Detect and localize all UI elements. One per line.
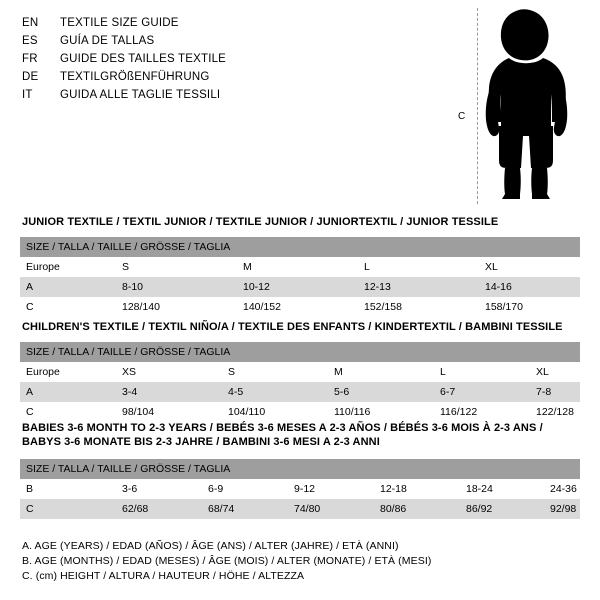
table-header-label: SIZE / TALLA / TAILLE / GRÖSSE / TAGLIA bbox=[20, 459, 580, 479]
cell: 4-5 bbox=[222, 382, 328, 402]
cell: 152/158 bbox=[358, 297, 479, 317]
cell: 86/92 bbox=[460, 499, 544, 519]
language-code: EN bbox=[22, 17, 39, 29]
cell: 24-36 bbox=[544, 479, 580, 499]
language-title: GUIDE DES TAILLES TEXTILE bbox=[60, 53, 227, 65]
cell: 12-18 bbox=[374, 479, 460, 499]
cell: 110/116 bbox=[328, 402, 434, 422]
cell: 98/104 bbox=[116, 402, 222, 422]
height-measurement-figure bbox=[455, 6, 590, 206]
section-title-babies-line2: BABYS 3-6 MONATE BIS 2-3 JAHRE / BAMBINI 3-6 MESI A 2-3 ANNI bbox=[22, 436, 380, 448]
row-label: A bbox=[20, 382, 116, 402]
table-header-row bbox=[20, 459, 580, 479]
cell: S bbox=[222, 362, 328, 382]
row-label: Europe bbox=[20, 362, 116, 382]
cell: 6-7 bbox=[434, 382, 530, 402]
junior-size-table bbox=[20, 237, 580, 317]
table-header-row bbox=[20, 237, 580, 257]
row-label: C bbox=[20, 297, 116, 317]
cell: 7-8 bbox=[530, 382, 580, 402]
table-row bbox=[20, 297, 580, 317]
language-row bbox=[22, 32, 352, 50]
cell: XS bbox=[116, 362, 222, 382]
cell: 14-16 bbox=[479, 277, 580, 297]
section-title-children: CHILDREN'S TEXTILE / TEXTIL NIÑO/A / TEXTILE DES ENFANTS / KINDERTEXTIL / BAMBINI TESSILE bbox=[22, 321, 563, 333]
section-title-babies bbox=[22, 421, 543, 449]
table-header-label: SIZE / TALLA / TAILLE / GRÖSSE / TAGLIA bbox=[20, 342, 580, 362]
row-label: C bbox=[20, 402, 116, 422]
footer-line-c: C. (cm) HEIGHT / ALTURA / HAUTEUR / HÖHE / ALTEZZA bbox=[22, 570, 305, 582]
cell: M bbox=[328, 362, 434, 382]
language-code: FR bbox=[22, 53, 38, 65]
cell: 128/140 bbox=[116, 297, 237, 317]
cell: 62/68 bbox=[116, 499, 202, 519]
toddler-silhouette-icon bbox=[483, 8, 588, 204]
cell: M bbox=[237, 257, 358, 277]
row-label: B bbox=[20, 479, 116, 499]
row-label: Europe bbox=[20, 257, 116, 277]
language-row bbox=[22, 50, 352, 68]
cell: 92/98 bbox=[544, 499, 580, 519]
cell: S bbox=[116, 257, 237, 277]
language-row bbox=[22, 14, 352, 32]
cell: XL bbox=[479, 257, 580, 277]
footer-line-a: A. AGE (YEARS) / EDAD (AÑOS) / ÂGE (ANS) / ALTER (JAHRE) / ETÀ (ANNI) bbox=[22, 540, 399, 552]
cell: 68/74 bbox=[202, 499, 288, 519]
cell: L bbox=[358, 257, 479, 277]
language-title: TEXTILE SIZE GUIDE bbox=[60, 17, 179, 29]
table-row bbox=[20, 382, 580, 402]
measurement-guide-line bbox=[477, 8, 478, 204]
cell: 74/80 bbox=[288, 499, 374, 519]
section-title-junior: JUNIOR TEXTILE / TEXTIL JUNIOR / TEXTILE JUNIOR / JUNIORTEXTIL / JUNIOR TESSILE bbox=[22, 216, 499, 228]
language-title: GUÍA DE TALLAS bbox=[60, 35, 155, 47]
table-row bbox=[20, 499, 580, 519]
cell: 18-24 bbox=[460, 479, 544, 499]
cell: 3-6 bbox=[116, 479, 202, 499]
table-header-row bbox=[20, 342, 580, 362]
table-header-label: SIZE / TALLA / TAILLE / GRÖSSE / TAGLIA bbox=[20, 237, 580, 257]
cell: XL bbox=[530, 362, 580, 382]
table-row bbox=[20, 257, 580, 277]
table-row bbox=[20, 362, 580, 382]
language-row bbox=[22, 86, 352, 104]
children-size-table bbox=[20, 342, 580, 422]
section-title-babies-line1: BABIES 3-6 MONTH TO 2-3 YEARS / BEBÉS 3-6 MESES A 2-3 AÑOS / BÉBÉS 3-6 MOIS À 2-3 ANS / bbox=[22, 422, 543, 434]
language-code: ES bbox=[22, 35, 38, 47]
language-legend bbox=[22, 14, 352, 104]
cell: 3-4 bbox=[116, 382, 222, 402]
cell: 12-13 bbox=[358, 277, 479, 297]
cell: 6-9 bbox=[202, 479, 288, 499]
cell: 80/86 bbox=[374, 499, 460, 519]
cell: 104/110 bbox=[222, 402, 328, 422]
table-row bbox=[20, 479, 580, 499]
cell: 140/152 bbox=[237, 297, 358, 317]
cell: 5-6 bbox=[328, 382, 434, 402]
measure-label-c: C bbox=[458, 111, 466, 122]
babies-size-table bbox=[20, 459, 580, 519]
footer-line-b: B. AGE (MONTHS) / EDAD (MESES) / ÂGE (MOIS) / ALTER (MONATE) / ETÀ (MESI) bbox=[22, 555, 432, 567]
table-row bbox=[20, 277, 580, 297]
row-label: A bbox=[20, 277, 116, 297]
language-code: DE bbox=[22, 71, 39, 83]
language-title: GUIDA ALLE TAGLIE TESSILI bbox=[60, 89, 221, 101]
cell: L bbox=[434, 362, 530, 382]
cell: 116/122 bbox=[434, 402, 530, 422]
language-code: IT bbox=[22, 89, 33, 101]
footer-legend bbox=[22, 539, 582, 584]
language-row bbox=[22, 68, 352, 86]
cell: 10-12 bbox=[237, 277, 358, 297]
cell: 9-12 bbox=[288, 479, 374, 499]
cell: 8-10 bbox=[116, 277, 237, 297]
table-row bbox=[20, 402, 580, 422]
cell: 158/170 bbox=[479, 297, 580, 317]
cell: 122/128 bbox=[530, 402, 580, 422]
row-label: C bbox=[20, 499, 116, 519]
language-title: TEXTILGRÖßENFÜHRUNG bbox=[60, 71, 210, 83]
